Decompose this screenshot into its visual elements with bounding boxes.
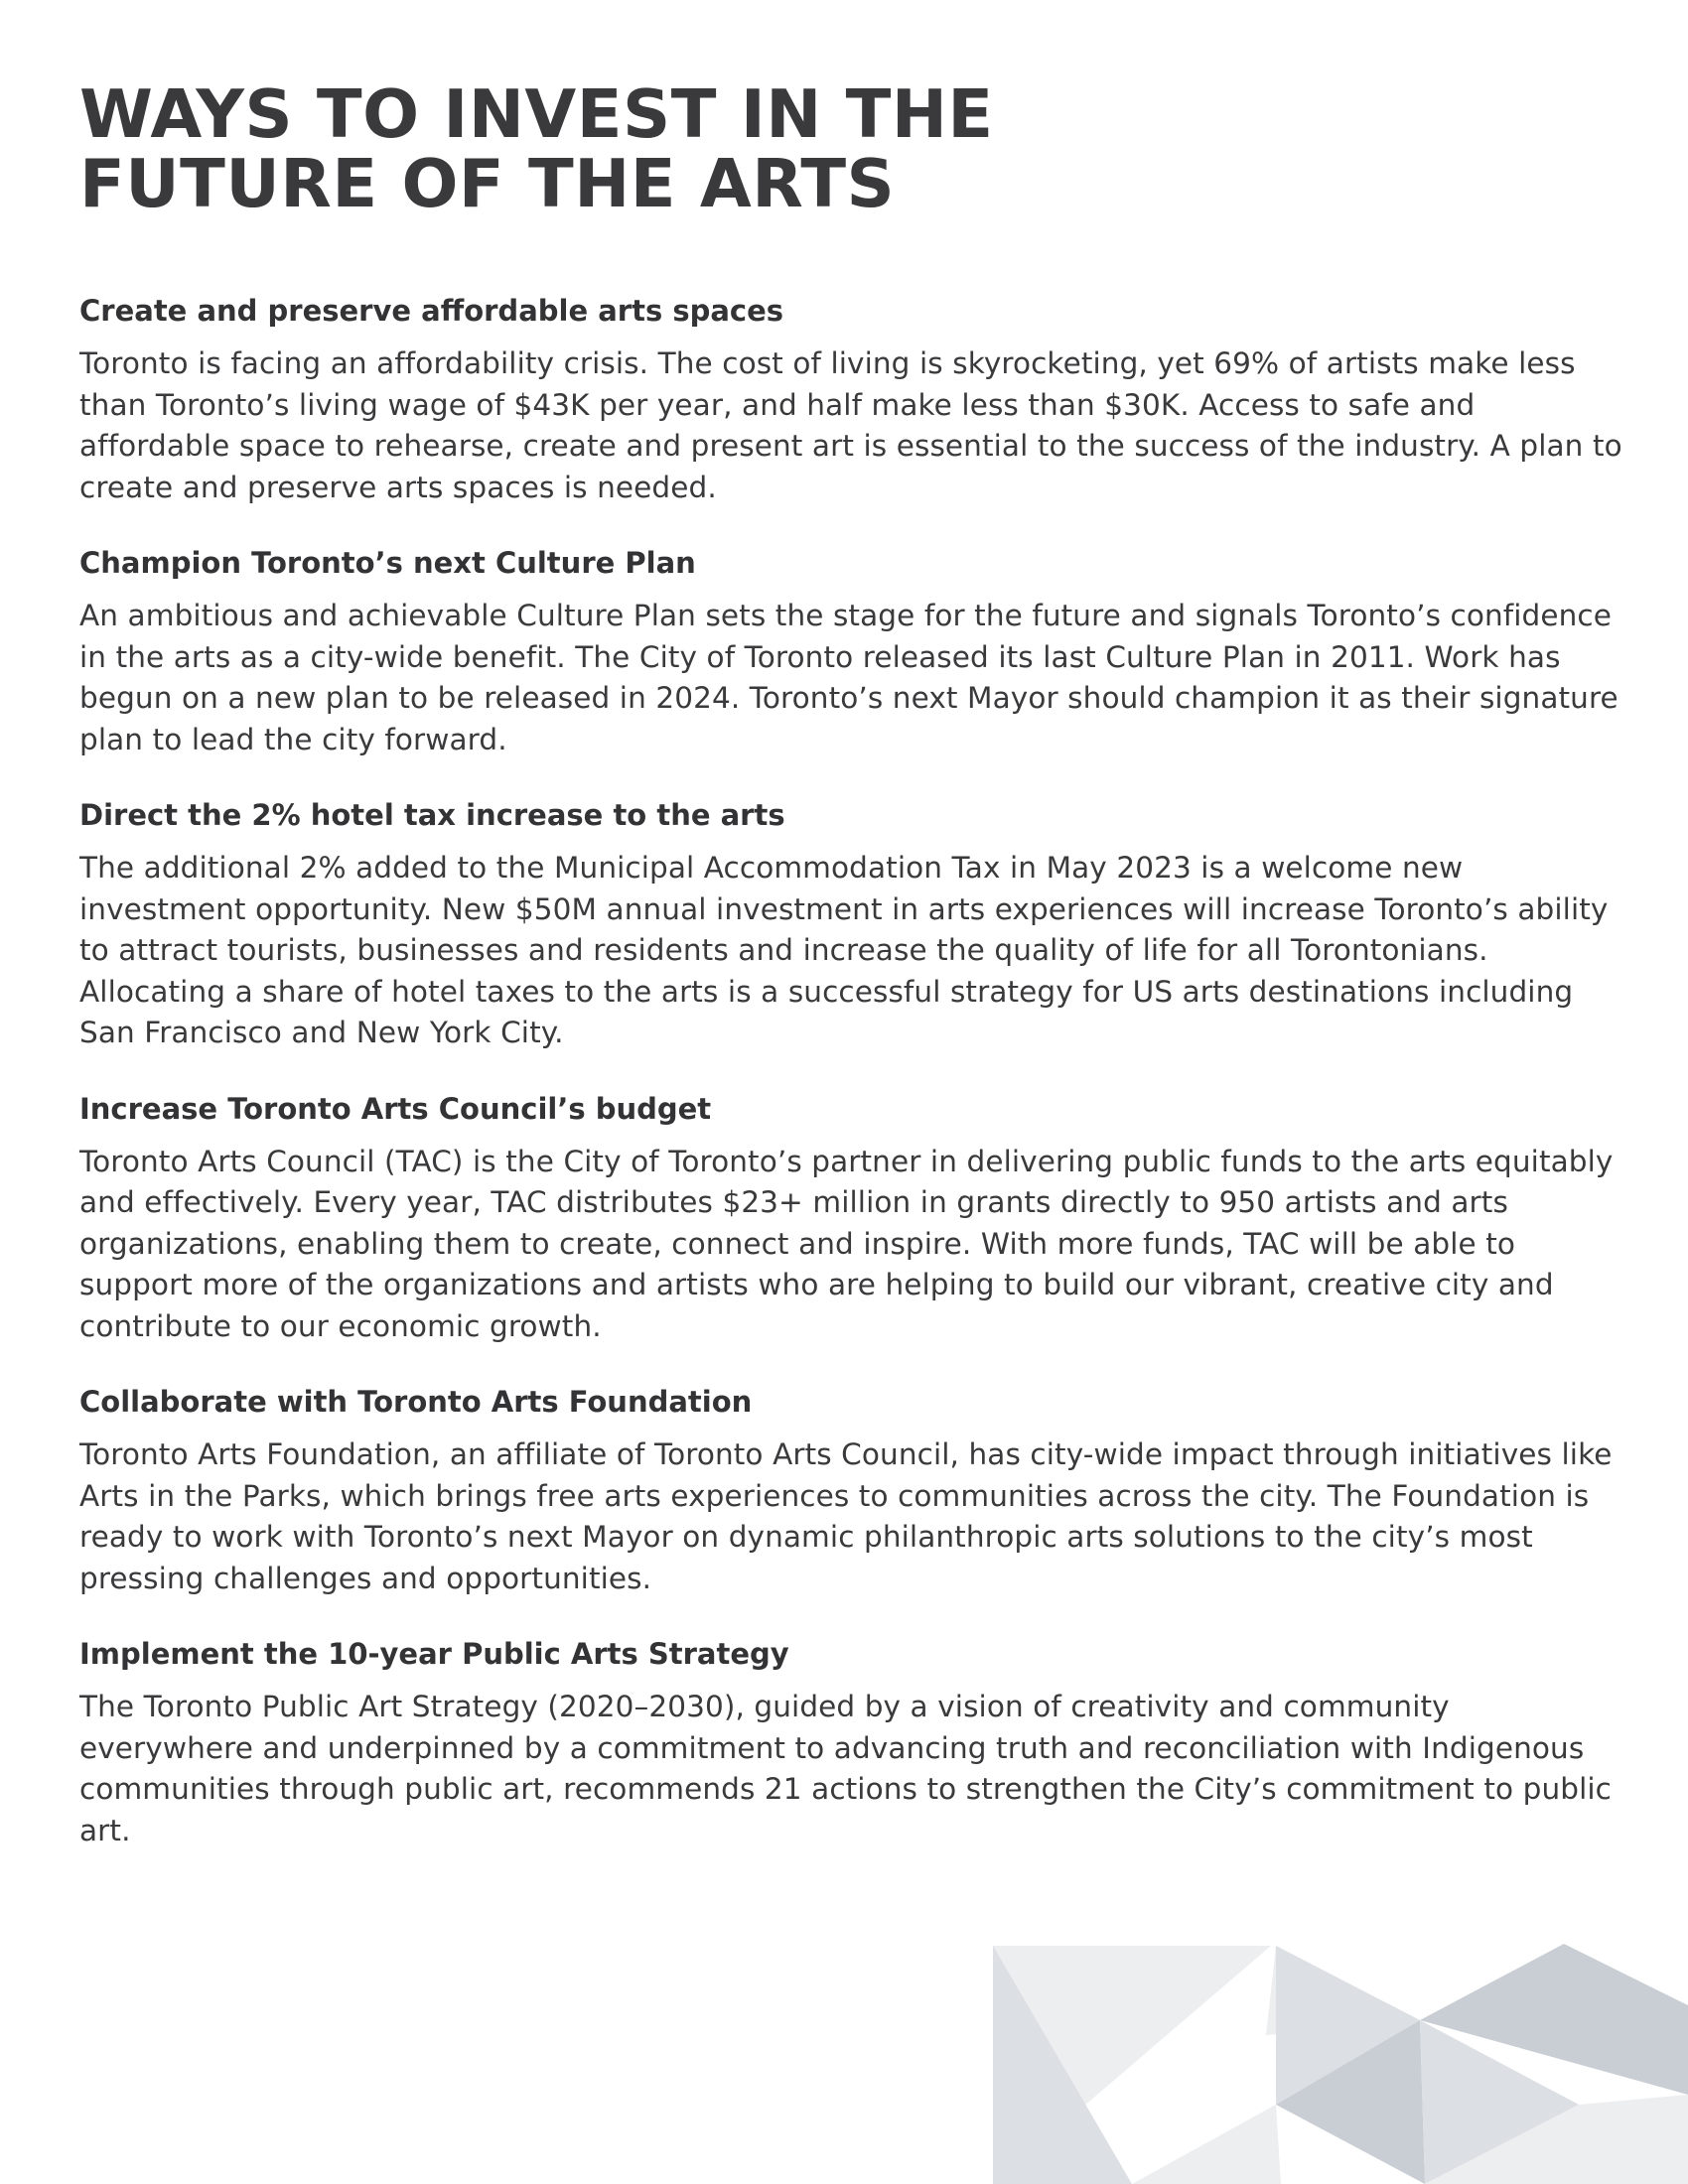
page-title-line-1: WAYS TO INVEST IN THE [79, 75, 994, 153]
section-arts-foundation [79, 1383, 1628, 1599]
section-body: Toronto is facing an affordability crisis. The cost of living is skyrocketing, yet 69% of artists make less than Toronto’s living wage of $43K per year, and half make less than $30K. Access to safe and affordable space to rehearse, create and present art is essential to the success of the industry. A plan to create and preserve arts spaces is needed. [79, 346, 1622, 504]
section-body: Toronto Arts Council (TAC) is the City of Toronto’s partner in delivering public funds to the arts equitably and effectively. Every year, TAC distributes $23+ million in grants directly to 950 artists and arts organizations, enabling them to create, connect and inspire. With more funds, TAC will be able to support more of the organizations and artists who are helping to build our vibrant, creative city and contribute to our economic growth. [79, 1144, 1614, 1343]
section-arts-council-budget [79, 1090, 1628, 1348]
investment-sections [79, 292, 1628, 1887]
section-heading: Direct the 2% hotel tax increase to the arts [79, 798, 785, 832]
page-title [79, 75, 1470, 222]
section-public-arts-strategy [79, 1635, 1628, 1851]
decorative-triangles [983, 1936, 1688, 2184]
section-body: An ambitious and achievable Culture Plan sets the stage for the future and signals Toronto’s confidence in the arts as a city-wide benefit. The City of Toronto released its last Culture Plan in 2011. Work has begun on a new plan to be released in 2024. Toronto’s next Mayor should champion it as their signature plan to lead the city forward. [79, 599, 1618, 756]
decor-triangle [1132, 2105, 1281, 2184]
section-affordable-arts-spaces [79, 292, 1628, 508]
section-heading: Collaborate with Toronto Arts Foundation [79, 1385, 753, 1419]
section-body: Toronto Arts Foundation, an affiliate of Toronto Arts Council, has city-wide impact through initiatives like Arts in the Parks, which brings free arts experiences to communities across the city. The Foundation is ready to work with Toronto’s next Mayor on dynamic philanthropic arts solutions to the city’s most pressing challenges and opportunities. [79, 1437, 1613, 1595]
section-body: The Toronto Public Art Strategy (2020–2030), guided by a vision of creativity and community everywhere and underpinned by a commitment to advancing truth and reconciliation with Indigenous communities through public art, recommends 21 actions to strengthen the City’s commitment to public art. [79, 1690, 1612, 1847]
section-hotel-tax [79, 796, 1628, 1054]
section-body: The additional 2% added to the Municipal Accommodation Tax in May 2023 is a welcome new investment opportunity. New $50M annual investment in arts experiences will increase Toronto’s ability to attract tourists, businesses and residents and increase the quality of life for all Torontonians. Allocating a share of hotel taxes to the arts is a successful strategy for US arts destinations including San Francisco and New York City. [79, 851, 1609, 1049]
section-heading: Champion Toronto’s next Culture Plan [79, 546, 696, 580]
section-heading: Implement the 10-year Public Arts Strategy [79, 1637, 789, 1671]
section-heading: Create and preserve affordable arts spaces [79, 294, 784, 328]
section-heading: Increase Toronto Arts Council’s budget [79, 1091, 712, 1126]
section-culture-plan [79, 544, 1628, 760]
page-title-line-2: FUTURE OF THE ARTS [79, 145, 896, 222]
